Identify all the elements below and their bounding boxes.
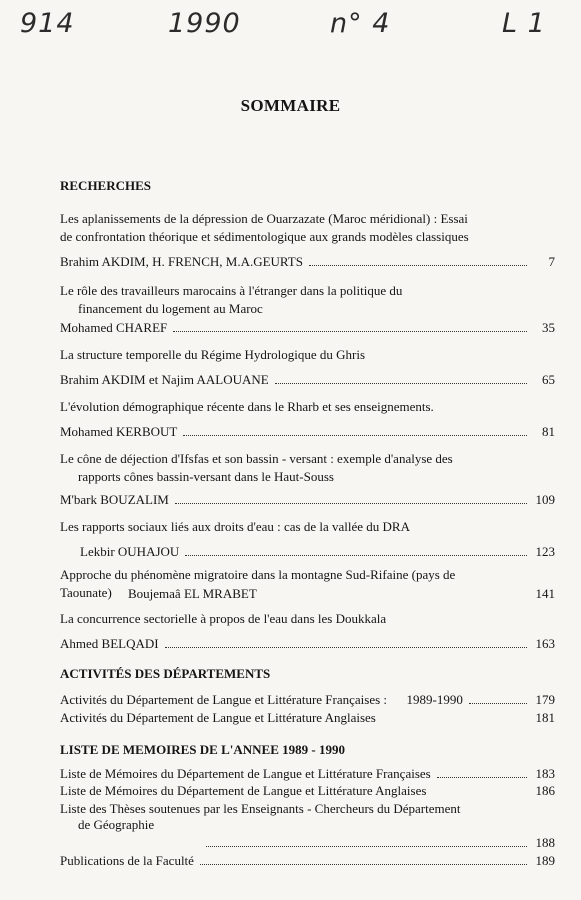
activity-label: Activités du Département de Langue et Littérature Anglaises xyxy=(60,710,376,725)
handwritten-issue: n° 4 xyxy=(330,8,391,39)
dot-leader xyxy=(206,835,527,847)
article-entry xyxy=(60,636,555,654)
handwritten-ref: 914 xyxy=(20,8,75,39)
handwritten-year: 1990 xyxy=(168,8,241,39)
section-heading-activites: ACTIVITÉS DES DÉPARTEMENTS xyxy=(60,666,271,681)
dot-leader xyxy=(200,853,527,865)
activity-entry xyxy=(60,692,555,710)
article-title-line: L'évolution démographique récente dans le Rharb et ses enseignements. xyxy=(60,399,434,414)
article-entry xyxy=(60,320,555,338)
activity-entry xyxy=(60,710,555,728)
article-title-line: Les aplanissements de la dépression de Ouarzazate (Maroc méridional) : Essai xyxy=(60,211,468,226)
article-title-line: Le rôle des travailleurs marocains à l'étranger dans la politique du xyxy=(60,283,403,298)
article-title-line: Le cône de déjection d'Ifsfas et son bassin - versant : exemple d'analyse des xyxy=(60,451,453,466)
page-number: 109 xyxy=(535,492,555,507)
dot-leader xyxy=(469,692,527,704)
article-entry xyxy=(128,586,555,604)
publications-label: Publications de la Faculté xyxy=(60,853,194,868)
article-title xyxy=(60,518,550,536)
article-title-line: Taounate) xyxy=(60,585,112,600)
dot-leader xyxy=(275,372,527,384)
page-number: 188 xyxy=(535,835,555,850)
theses-label: de Géographie xyxy=(78,817,155,832)
publications-entry xyxy=(60,853,555,871)
theses-leader-line xyxy=(200,835,555,853)
dot-leader xyxy=(382,710,527,722)
article-title xyxy=(60,210,550,246)
article-entry xyxy=(60,254,555,272)
memoire-label: Liste de Mémoires du Département de Langue et Littérature Anglaises xyxy=(60,783,427,798)
dot-leader xyxy=(437,766,527,778)
article-authors: Brahim AKDIM et Najim AALOUANE xyxy=(60,372,269,387)
article-title-line: Approche du phénomène migratoire dans la montagne Sud-Rifaine (pays de xyxy=(60,567,456,582)
page-number: 141 xyxy=(535,586,555,601)
dot-leader xyxy=(432,783,527,795)
page-number: 81 xyxy=(542,424,555,439)
dot-leader xyxy=(185,544,527,556)
article-entry xyxy=(60,372,555,390)
theses-title: Liste des Thèses soutenues par les Enseignants - Chercheurs du Département xyxy=(60,801,461,816)
page-number: 123 xyxy=(535,544,555,559)
page-number: 35 xyxy=(542,320,555,335)
article-authors: Mohamed KERBOUT xyxy=(60,424,178,439)
article-authors: Lekbir OUHAJOU xyxy=(80,544,180,559)
memoire-entry xyxy=(60,783,555,801)
article-title xyxy=(60,346,550,364)
page-number: 163 xyxy=(535,636,555,651)
article-title-line: La concurrence sectorielle à propos de l'eau dans les Doukkala xyxy=(60,611,387,626)
page-title: SOMMAIRE xyxy=(240,96,341,115)
page-number: 7 xyxy=(548,254,555,269)
article-authors: Ahmed BELQADI xyxy=(60,636,159,651)
memoire-entry xyxy=(60,766,555,784)
spacer xyxy=(160,817,549,829)
memoire-label: Liste de Mémoires du Département de Langue et Littérature Françaises xyxy=(60,766,431,781)
theses-entry xyxy=(78,817,555,835)
page-number: 179 xyxy=(535,692,555,707)
section-heading-memoires: LISTE DE MEMOIRES DE L'ANNEE 1989 - 1990 xyxy=(60,742,345,757)
article-title-line: La structure temporelle du Régime Hydrologique du Ghris xyxy=(60,347,366,362)
page-number: 189 xyxy=(535,853,555,868)
article-authors: M'bark BOUZALIM xyxy=(60,492,169,507)
dot-leader xyxy=(263,586,527,598)
article-title-line: financement du logement au Maroc xyxy=(78,301,263,316)
page-number: 186 xyxy=(535,783,555,798)
page-number: 181 xyxy=(535,710,555,725)
dot-leader xyxy=(165,636,527,648)
article-title xyxy=(60,282,550,318)
dot-leader xyxy=(173,320,527,332)
dot-leader xyxy=(183,424,527,436)
article-entry xyxy=(80,544,555,562)
section-heading-recherches: RECHERCHES xyxy=(60,178,152,193)
article-authors: Mohamed CHAREF xyxy=(60,320,168,335)
article-entry xyxy=(60,424,555,442)
handwritten-code: L 1 xyxy=(502,8,546,39)
article-title-line: rapports cônes bassin-versant dans le Haut-Souss xyxy=(78,469,334,484)
dot-leader xyxy=(309,254,527,266)
article-title xyxy=(60,450,550,486)
article-title xyxy=(60,610,550,628)
article-authors: Brahim AKDIM, H. FRENCH, M.A.GEURTS xyxy=(60,254,303,269)
article-title-line: Les rapports sociaux liés aux droits d'eau : cas de la vallée du DRA xyxy=(60,519,410,534)
article-title-line: de confrontation théorique et sédimentologique aux grands modèles classiques xyxy=(60,229,469,244)
article-authors: Boujemaâ EL MRABET xyxy=(128,586,257,601)
article-entry xyxy=(60,492,555,510)
page-number: 183 xyxy=(535,766,555,781)
activity-label: Activités du Département de Langue et Littérature Françaises : 1989-1990 xyxy=(60,692,463,707)
page-number: 65 xyxy=(542,372,555,387)
article-title xyxy=(60,398,550,416)
dot-leader xyxy=(175,492,527,504)
